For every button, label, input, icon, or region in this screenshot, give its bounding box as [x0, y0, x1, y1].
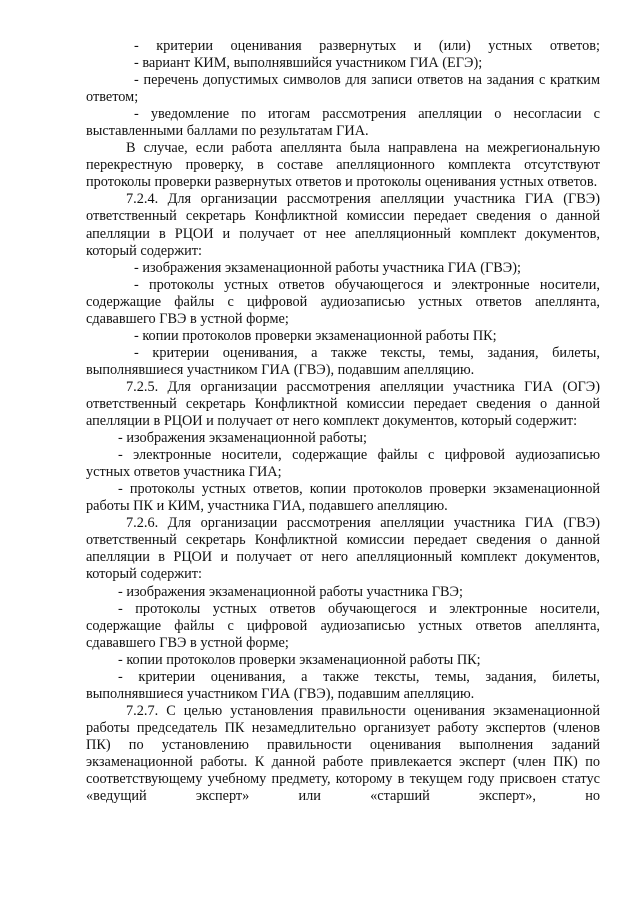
paragraph: 7.2.4. Для организации рассмотрения апелляции участника ГИА (ГВЭ) ответственный секретарь Конфликтной комиссии передает сведения о данной апелляции в РЦОИ и получает от нее апелляционный комплект документов, который содержит:: [86, 191, 600, 259]
paragraph: - критерии оценивания развернутых и (или) устных ответов;: [134, 38, 600, 54]
paragraph: 7.2.5. Для организации рассмотрения апелляции участника ГИА (ОГЭ) ответственный секретарь Конфликтной комиссии передает сведения о данной апелляции в РЦОИ и получает от него комплект документов, который содержит:: [86, 378, 600, 430]
paragraph: - электронные носители, содержащие файлы с цифровой аудиозаписью устных ответов участника ГИА;: [86, 447, 600, 481]
paragraph: - перечень допустимых символов для записи ответов на задания с кратким ответом;: [86, 72, 600, 106]
paragraph: - протоколы устных ответов, копии протоколов проверки экзаменационной работы ПК и КИМ, участника ГИА, подавшего апелляцию.: [86, 481, 600, 515]
paragraph: - изображения экзаменационной работы участника ГВЭ;: [118, 583, 463, 600]
paragraph: - критерии оценивания, а также тексты, темы, задания, билеты, выполнявшиеся участником ГИА (ГВЭ), подавшим апелляцию.: [86, 344, 600, 378]
paragraph: - изображения экзаменационной работы участника ГИА (ГВЭ);: [134, 259, 521, 276]
paragraph: - изображения экзаменационной работы;: [118, 430, 367, 447]
paragraph: - протоколы устных ответов обучающегося и электронные носители, содержащие файлы с цифровой аудиозаписью устных ответов апеллянта, сдававшего ГВЭ в устной форме;: [86, 600, 600, 651]
paragraph: - критерии оценивания, а также тексты, темы, задания, билеты, выполнявшиеся участником ГИА (ГВЭ), подавшим апелляцию.: [86, 668, 600, 702]
paragraph: - копии протоколов проверки экзаменационной работы ПК;: [134, 327, 497, 344]
paragraph: - копии протоколов проверки экзаменационной работы ПК;: [118, 651, 481, 668]
paragraph: 7.2.6. Для организации рассмотрения апелляции участника ГИА (ГВЭ) ответственный секретарь Конфликтной комиссии передает сведения о данной апелляции в РЦОИ и получает от него апелляционный комплект документов, который содержит:: [86, 515, 600, 583]
paragraph: - протоколы устных ответов обучающегося и электронные носители, содержащие файлы с цифровой аудиозаписью устных ответов апеллянта, сдававшего ГВЭ в устной форме;: [86, 276, 600, 327]
paragraph: - вариант КИМ, выполнявшийся участником ГИА (ЕГЭ);: [134, 55, 483, 72]
paragraph: 7.2.7. С целью установления правильности оценивания экзаменационной работы председатель ПК незамедлительно организует работу экспертов (членов ПК) по установлению правильности оценивания выполнения заданий экзаменационной работы. К данной работе привлекается эксперт (член ПК) по соответствующему учебному предмету, которому в текущем году присвоен статус «ведущий эксперт» или «старший эксперт», но: [86, 702, 600, 805]
paragraph: В случае, если работа апеллянта была направлена на межрегиональную перекрестную проверку, в составе апелляционного комплекта отсутствуют протоколы проверки развернутых ответов и протоколы оценивания устных ответов.: [86, 140, 600, 191]
paragraph: - уведомление по итогам рассмотрения апелляции о несогласии с выставленными баллами по результатам ГИА.: [86, 106, 600, 140]
